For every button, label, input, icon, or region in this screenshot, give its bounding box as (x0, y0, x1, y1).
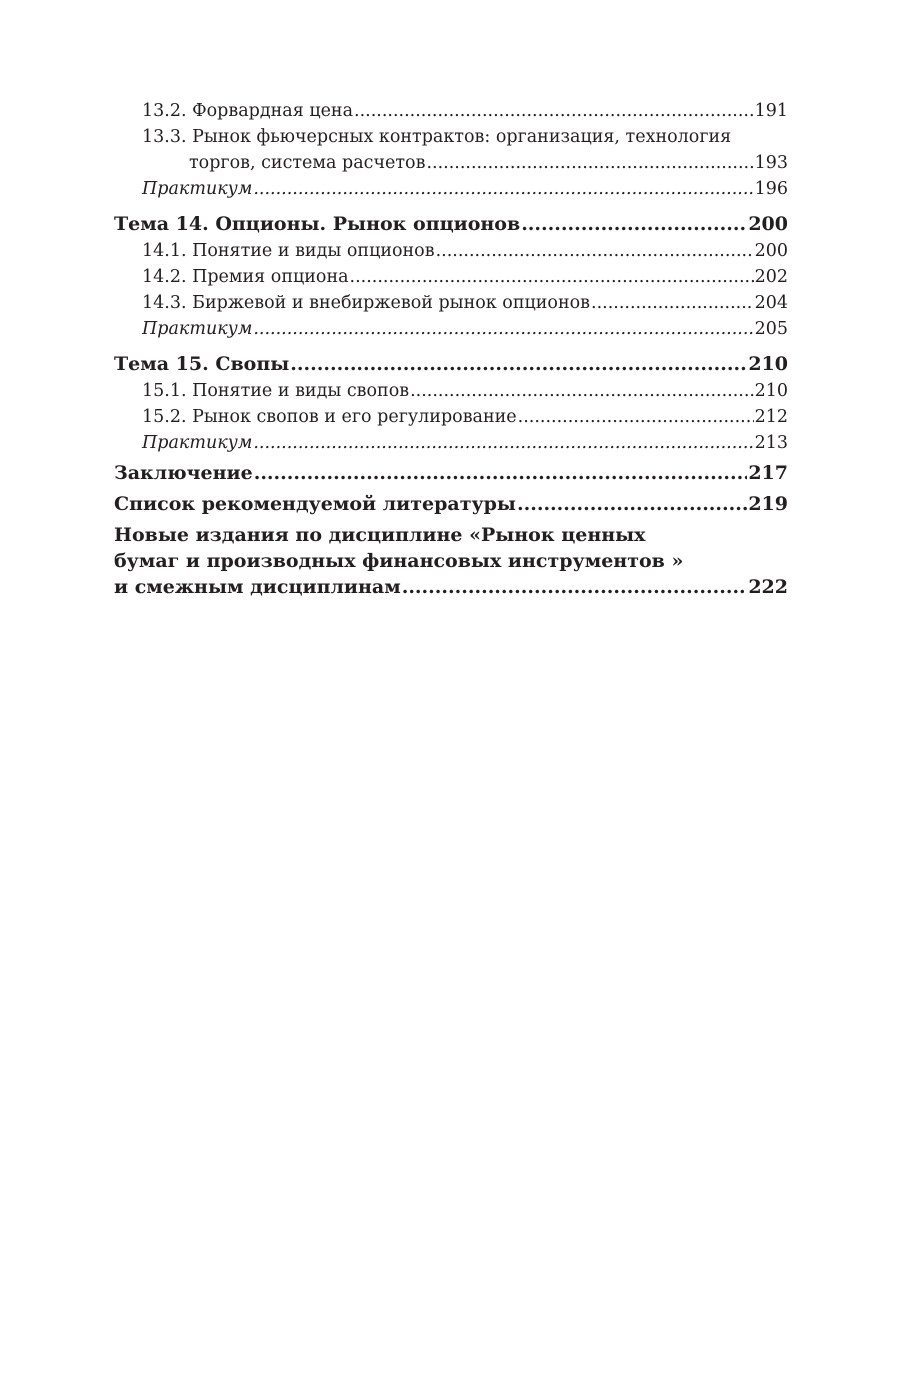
toc-entry-title: Практикум (142, 319, 253, 339)
toc-topic-title-line3: и смежным дисциплинам (114, 576, 401, 598)
toc-page-number: 210 (748, 353, 788, 375)
toc-leader-dots (290, 350, 747, 378)
toc-leader-dots (254, 459, 748, 487)
toc-page-number: 196 (754, 179, 788, 199)
toc-entry-title: Практикум (142, 179, 253, 199)
toc-entry-practicum-15[interactable] (114, 430, 788, 456)
toc-literature[interactable] (114, 490, 788, 518)
toc-page-number: 210 (754, 381, 788, 401)
toc-topic-title: Заключение (114, 462, 253, 484)
toc-topic-title: Тема 15. Свопы (114, 353, 290, 375)
toc-entry-15-2[interactable] (114, 404, 788, 430)
toc-leader-dots (521, 210, 747, 238)
toc-page-number: 219 (748, 493, 788, 515)
toc-new-editions[interactable] (114, 522, 788, 600)
toc-entry-title: 14.2. Премия опциона (142, 267, 349, 287)
toc-entry-title: Практикум (142, 433, 253, 453)
toc-entry-13-3[interactable] (114, 124, 788, 176)
toc-page-number: 222 (748, 576, 788, 598)
toc-page-number: 217 (748, 462, 788, 484)
toc-topic-title: Тема 14. Опционы. Рынок опционов (114, 213, 521, 235)
toc-leader-dots (350, 264, 754, 290)
toc-page-number: 205 (754, 319, 788, 339)
toc-entry-14-1[interactable] (114, 238, 788, 264)
table-of-contents (114, 98, 788, 600)
toc-page-number: 200 (754, 241, 788, 261)
toc-leader-dots (518, 404, 754, 430)
toc-conclusion[interactable] (114, 459, 788, 487)
toc-leader-dots (591, 290, 754, 316)
toc-entry-13-2[interactable] (114, 98, 788, 124)
toc-leader-dots (253, 176, 753, 202)
toc-leader-dots (253, 316, 753, 342)
toc-leader-dots (436, 238, 754, 264)
toc-entry-title: 15.1. Понятие и виды свопов (142, 381, 410, 401)
toc-entry-title: 13.2. Форвардная цена (142, 101, 354, 121)
toc-page-number: 212 (754, 407, 788, 427)
toc-page-number: 200 (748, 213, 788, 235)
toc-leader-dots (253, 430, 753, 456)
toc-entry-practicum-14[interactable] (114, 316, 788, 342)
toc-entry-title-line2: торгов, система расчетов (189, 153, 426, 173)
toc-topic-title: Список рекомендуемой литературы (114, 493, 516, 515)
toc-page-number: 213 (754, 433, 788, 453)
toc-leader-dots (517, 490, 747, 518)
toc-topic-15[interactable] (114, 350, 788, 378)
toc-entry-title: 14.3. Биржевой и внебиржевой рынок опционов (142, 293, 590, 313)
toc-entry-title-line1: 13.3. Рынок фьючерсных контрактов: организация, технология (142, 127, 732, 147)
toc-entry-title: 15.2. Рынок свопов и его регулирование (142, 407, 517, 427)
toc-leader-dots (426, 150, 753, 176)
toc-page-number: 191 (754, 101, 788, 121)
toc-page-number: 193 (754, 153, 788, 173)
toc-page-number: 202 (754, 267, 788, 287)
toc-entry-14-3[interactable] (114, 290, 788, 316)
toc-topic-title-line2: бумаг и производных финансовых инструментов » (114, 550, 684, 572)
toc-entry-15-1[interactable] (114, 378, 788, 404)
toc-page-number: 204 (754, 293, 788, 313)
toc-entry-title: 14.1. Понятие и виды опционов (142, 241, 435, 261)
toc-leader-dots (410, 378, 753, 404)
toc-entry-practicum-13[interactable] (114, 176, 788, 202)
toc-topic-14[interactable] (114, 210, 788, 238)
toc-entry-14-2[interactable] (114, 264, 788, 290)
toc-topic-title-line1: Новые издания по дисциплине «Рынок ценных (114, 524, 646, 546)
toc-leader-dots (354, 98, 754, 124)
toc-leader-dots (402, 574, 748, 600)
